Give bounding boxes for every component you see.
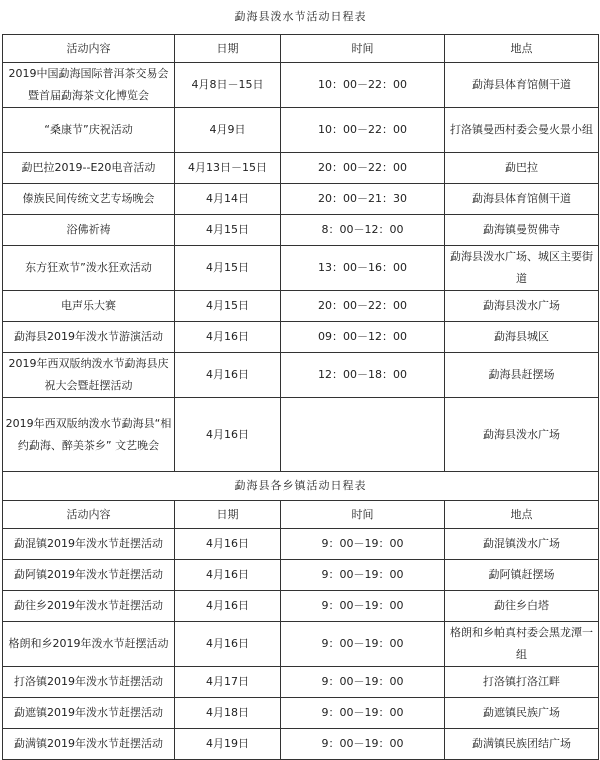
time-cell: 9：00－19：00 bbox=[281, 698, 445, 729]
table-row bbox=[3, 291, 599, 322]
time-cell: 20：00－22：00 bbox=[281, 153, 445, 184]
place-cell: 勐海县赶摆场 bbox=[445, 353, 599, 398]
place-cell: 勐海县体育馆侧干道 bbox=[445, 63, 599, 108]
table-row bbox=[3, 108, 599, 153]
date-cell: 4月16日 bbox=[175, 322, 281, 353]
date-cell: 4月14日 bbox=[175, 184, 281, 215]
activity-cell: 2019年西双版纳泼水节勐海县“相约勐海、醉美茶乡” 文艺晚会 bbox=[3, 398, 175, 472]
place-cell: 勐海县泼水广场 bbox=[445, 291, 599, 322]
date-cell: 4月16日 bbox=[175, 591, 281, 622]
time-cell: 9：00－19：00 bbox=[281, 529, 445, 560]
activity-cell: 勐海县2019年泼水节游演活动 bbox=[3, 322, 175, 353]
place-cell: 勐巴拉 bbox=[445, 153, 599, 184]
place-cell: 勐阿镇赶摆场 bbox=[445, 560, 599, 591]
date-cell: 4月9日 bbox=[175, 108, 281, 153]
activity-cell: “桑康节”庆祝活动 bbox=[3, 108, 175, 153]
date-cell: 4月18日 bbox=[175, 698, 281, 729]
date-cell: 4月17日 bbox=[175, 667, 281, 698]
table-row bbox=[3, 529, 599, 560]
activity-cell: 傣族民间传统文艺专场晚会 bbox=[3, 184, 175, 215]
table-row bbox=[3, 184, 599, 215]
place-cell: 勐海县城区 bbox=[445, 322, 599, 353]
county-schedule-title: 勐海县泼水节活动日程表 bbox=[234, 10, 367, 23]
date-cell: 4月16日 bbox=[175, 560, 281, 591]
date-cell: 4月13日－15日 bbox=[175, 153, 281, 184]
table-row bbox=[3, 322, 599, 353]
table-row bbox=[3, 622, 599, 667]
activity-cell: 电声乐大赛 bbox=[3, 291, 175, 322]
place-cell: 打洛镇曼西村委会曼火景小组 bbox=[445, 108, 599, 153]
towns-schedule-title: 勐海县各乡镇活动日程表 bbox=[3, 472, 599, 501]
county-header-row bbox=[3, 35, 599, 63]
activity-cell: 勐满镇2019年泼水节赶摆活动 bbox=[3, 729, 175, 760]
date-cell: 4月16日 bbox=[175, 353, 281, 398]
time-cell: 9：00－19：00 bbox=[281, 729, 445, 760]
table-row bbox=[3, 153, 599, 184]
table-row bbox=[3, 63, 599, 108]
activity-cell: 2019中国勐海国际普洱茶交易会暨首届勐海茶文化博览会 bbox=[3, 63, 175, 108]
header-time: 时间 bbox=[281, 501, 445, 529]
activity-cell: 勐遮镇2019年泼水节赶摆活动 bbox=[3, 698, 175, 729]
date-cell: 4月16日 bbox=[175, 529, 281, 560]
activity-cell: 东方狂欢节”泼水狂欢活动 bbox=[3, 246, 175, 291]
activity-cell: 打洛镇2019年泼水节赶摆活动 bbox=[3, 667, 175, 698]
header-time: 时间 bbox=[281, 35, 445, 63]
time-cell: 9：00－19：00 bbox=[281, 560, 445, 591]
activity-cell: 浴佛祈祷 bbox=[3, 215, 175, 246]
place-cell: 勐满镇民族团结广场 bbox=[445, 729, 599, 760]
place-cell: 勐海镇曼贺佛寺 bbox=[445, 215, 599, 246]
table-row bbox=[3, 560, 599, 591]
place-cell: 勐往乡白塔 bbox=[445, 591, 599, 622]
header-date: 日期 bbox=[175, 35, 281, 63]
table-row bbox=[3, 729, 599, 760]
time-cell: 8：00－12：00 bbox=[281, 215, 445, 246]
place-cell: 勐遮镇民族广场 bbox=[445, 698, 599, 729]
towns-header-row bbox=[3, 501, 599, 529]
table-row bbox=[3, 398, 599, 472]
header-place: 地点 bbox=[445, 501, 599, 529]
date-cell: 4月15日 bbox=[175, 291, 281, 322]
activity-cell: 2019年西双版纳泼水节勐海县庆祝大会暨赶摆活动 bbox=[3, 353, 175, 398]
time-cell: 09：00－12：00 bbox=[281, 322, 445, 353]
time-cell: 12：00－18：00 bbox=[281, 353, 445, 398]
time-cell: 13：00－16：00 bbox=[281, 246, 445, 291]
activity-cell: 勐阿镇2019年泼水节赶摆活动 bbox=[3, 560, 175, 591]
date-cell: 4月15日 bbox=[175, 246, 281, 291]
activity-cell: 勐混镇2019年泼水节赶摆活动 bbox=[3, 529, 175, 560]
place-cell: 勐海县泼水广场、城区主要街道 bbox=[445, 246, 599, 291]
activity-cell: 勐巴拉2019--E20电音活动 bbox=[3, 153, 175, 184]
time-cell: 20：00－21：30 bbox=[281, 184, 445, 215]
date-cell: 4月8日－15日 bbox=[175, 63, 281, 108]
time-cell: 9：00－19：00 bbox=[281, 591, 445, 622]
table-row bbox=[3, 353, 599, 398]
time-cell: 10：00－22：00 bbox=[281, 63, 445, 108]
date-cell: 4月19日 bbox=[175, 729, 281, 760]
place-cell: 打洛镇打洛江畔 bbox=[445, 667, 599, 698]
table-row bbox=[3, 698, 599, 729]
place-cell: 勐混镇泼水广场 bbox=[445, 529, 599, 560]
header-activity: 活动内容 bbox=[3, 35, 175, 63]
time-cell: 10：00－22：00 bbox=[281, 108, 445, 153]
place-cell: 格朗和乡帕真村委会黑龙潭一组 bbox=[445, 622, 599, 667]
activity-cell: 格朗和乡2019年泼水节赶摆活动 bbox=[3, 622, 175, 667]
place-cell: 勐海县体育馆侧干道 bbox=[445, 184, 599, 215]
date-cell: 4月16日 bbox=[175, 622, 281, 667]
table-row bbox=[3, 591, 599, 622]
time-cell bbox=[281, 398, 445, 472]
place-cell: 勐海县泼水广场 bbox=[445, 398, 599, 472]
date-cell: 4月15日 bbox=[175, 215, 281, 246]
time-cell: 20：00－22：00 bbox=[281, 291, 445, 322]
activity-cell: 勐往乡2019年泼水节赶摆活动 bbox=[3, 591, 175, 622]
schedule-table bbox=[2, 0, 599, 760]
time-cell: 9：00－19：00 bbox=[281, 667, 445, 698]
table-row bbox=[3, 667, 599, 698]
date-cell: 4月16日 bbox=[175, 398, 281, 472]
table-row bbox=[3, 215, 599, 246]
time-cell: 9：00－19：00 bbox=[281, 622, 445, 667]
header-date: 日期 bbox=[175, 501, 281, 529]
header-place: 地点 bbox=[445, 35, 599, 63]
header-activity: 活动内容 bbox=[3, 501, 175, 529]
table-row bbox=[3, 246, 599, 291]
